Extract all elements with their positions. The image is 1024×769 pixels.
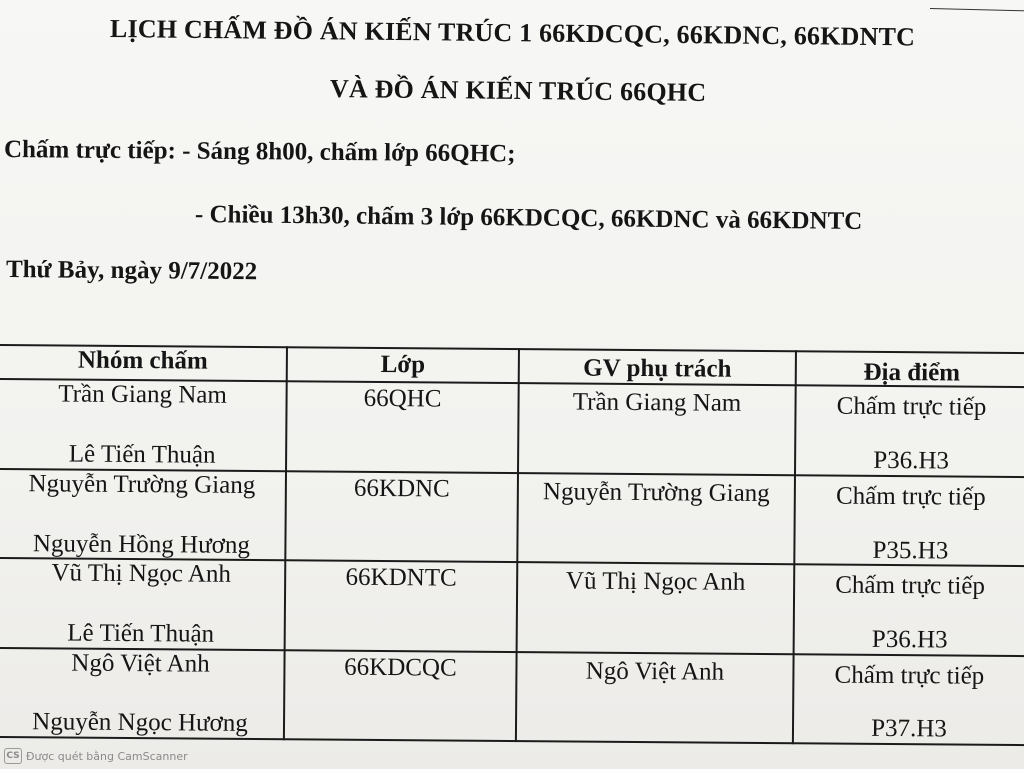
schedule-table — [0, 344, 1024, 752]
table-row-3-group-2: Lê Tiến Thuận — [67, 619, 215, 648]
table-row-2-group-1: Nguyễn Trường Giang — [28, 470, 256, 500]
camscanner-text: Được quét bằng CamScanner — [26, 749, 188, 763]
table-row-3-place-1: Chấm trực tiếp — [835, 571, 986, 600]
header-place: Địa điểm — [863, 358, 961, 387]
table-row-1-group-1: Trần Giang Nam — [58, 380, 227, 409]
table-row-2-place-1: Chấm trực tiếp — [835, 482, 986, 511]
table-row-3-group-1: Vũ Thị Ngọc Anh — [51, 559, 232, 588]
table-row-2-class: 66KDNC — [353, 474, 450, 503]
table-row-4-group-1: Ngô Việt Anh — [71, 649, 210, 678]
header-group: Nhóm chấm — [77, 346, 208, 375]
document-title: LỊCH CHẤM ĐỒ ÁN KIẾN TRÚC 1 66KDCQC, 66KDNC, 66KDNTC — [109, 14, 916, 52]
schedule-morning: Chấm trực tiếp: - Sáng 8h00, chấm lớp 66QHC; — [3, 136, 516, 168]
table-row-1-group-2: Lê Tiến Thuận — [68, 440, 216, 469]
table-row-1-class: 66QHC — [363, 384, 442, 413]
table-row-2-teacher: Nguyễn Trường Giang — [542, 478, 770, 508]
schedule-afternoon: - Chiều 13h30, chấm 3 lớp 66KDCQC, 66KDNC và 66KDNTC — [194, 201, 863, 235]
document-subtitle: VÀ ĐỒ ÁN KIẾN TRÚC 66QHC — [329, 74, 707, 107]
table-row-3-place-2: P36.H3 — [871, 625, 948, 654]
header-teacher: GV phụ trách — [583, 354, 732, 383]
table-row-3-teacher: Vũ Thị Ngọc Anh — [565, 567, 746, 596]
header-class: Lớp — [380, 350, 426, 379]
table-row-4-place-1: Chấm trực tiếp — [834, 661, 985, 690]
table-row-1-place-1: Chấm trực tiếp — [836, 392, 987, 421]
camscanner-logo-icon: CS — [4, 748, 22, 764]
table-row-1-teacher: Trần Giang Nam — [572, 388, 742, 417]
table-row-2-place-2: P35.H3 — [872, 536, 949, 565]
table-row-1-place-2: P36.H3 — [873, 446, 950, 475]
table-row-4-teacher: Ngô Việt Anh — [585, 657, 725, 686]
top-border-line — [930, 8, 1024, 11]
camscanner-watermark — [4, 748, 188, 764]
date-line: Thứ Bảy, ngày 9/7/2022 — [5, 256, 258, 286]
table-row-4-place-2: P37.H3 — [871, 714, 947, 743]
table-row-2-group-2: Nguyễn Hồng Hương — [32, 530, 251, 559]
table-row-4-group-2: Nguyễn Ngọc Hương — [32, 708, 248, 737]
table-row-3-class: 66KDNTC — [345, 563, 457, 592]
table-row-4-class: 66KDCQC — [344, 653, 457, 682]
